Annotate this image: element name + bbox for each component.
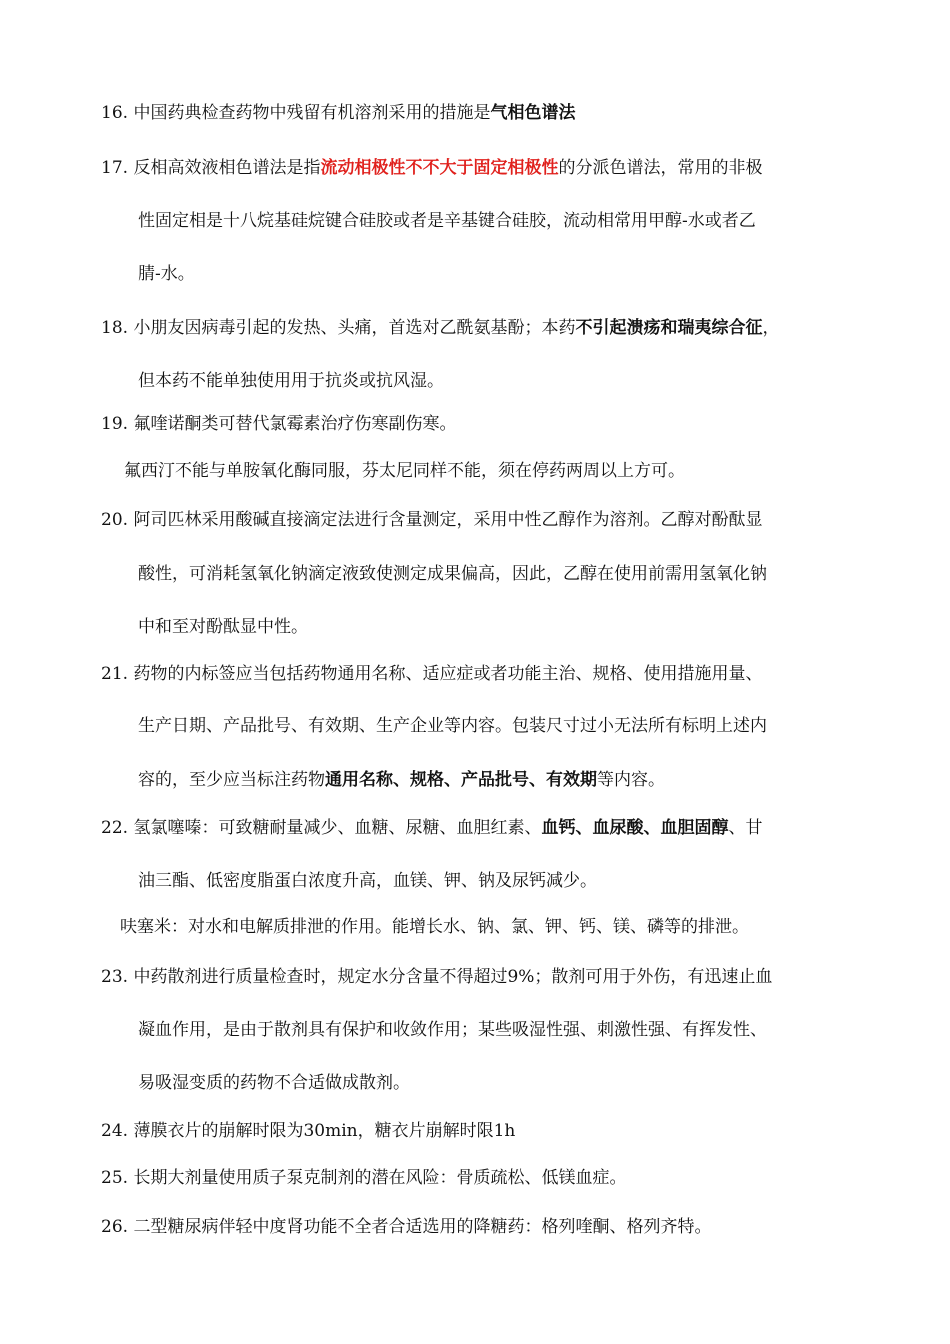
item-22-line-1 xyxy=(101,818,762,838)
item-text: 中和至对酚酞显中性。 xyxy=(138,617,308,637)
item-16-line-1 xyxy=(101,103,575,123)
item-text: 氟喹诺酮类可替代氯霉素治疗伤寒副伤寒。 xyxy=(133,414,457,434)
item-text: 但本药不能单独使用用于抗炎或抗风湿。 xyxy=(138,371,444,391)
item-text: 酸性，可消耗氢氧化钠滴定液致使测定成果偏高，因此，乙醇在使用前需用氢氧化钠 xyxy=(138,564,767,584)
item-text: 凝血作用，是由于散剂具有保护和收敛作用；某些吸湿性强、刺激性强、有挥发性、 xyxy=(138,1020,767,1040)
item-25-line-1 xyxy=(101,1168,626,1188)
item-17-line-1 xyxy=(101,158,762,178)
item-21-line-3 xyxy=(138,770,665,790)
item-text: 易吸湿变质的药物不合适做成散剂。 xyxy=(138,1073,410,1093)
item-number: 17. xyxy=(101,158,134,178)
item-19-line-1 xyxy=(101,414,456,434)
item-text: 氟西汀不能与单胺氧化酶同服，芬太尼同样不能，须在停药两周以上方可。 xyxy=(124,461,685,481)
emphasis-text: 不引起溃疡和瑞夷综合征 xyxy=(575,318,763,338)
item-number: 22. xyxy=(101,818,134,838)
item-20-line-1 xyxy=(101,510,762,530)
item-23-line-2 xyxy=(138,1020,767,1040)
item-text: 的分派色谱法，常用的非极 xyxy=(558,158,763,178)
item-24-line-1 xyxy=(101,1121,515,1141)
item-text: 小朋友因病毒引起的发热、头痛，首选对乙酰氨基酚；本药 xyxy=(133,318,576,338)
item-number: 21. xyxy=(101,664,134,684)
item-23-line-3 xyxy=(138,1073,410,1093)
highlight-text: 流动相极性不不大于固定相极性 xyxy=(320,158,559,178)
item-18-line-2 xyxy=(138,371,444,391)
item-text: 腈-水。 xyxy=(138,264,195,284)
item-text: 容的，至少应当标注药物 xyxy=(138,770,325,790)
item-number: 25. xyxy=(101,1168,134,1188)
item-text: 药物的内标签应当包括药物通用名称、适应症或者功能主治、规格、使用措施用量、 xyxy=(133,664,763,684)
item-19-line-2 xyxy=(124,461,685,481)
item-text: 反相高效液相色谱法是指 xyxy=(133,158,321,178)
item-17-line-2 xyxy=(138,211,756,231)
item-20-line-2 xyxy=(138,564,767,584)
item-number: 26. xyxy=(101,1217,134,1237)
item-number: 20. xyxy=(101,510,134,530)
item-23-line-1 xyxy=(101,967,772,987)
item-text: 二型糖尿病伴轻中度肾功能不全者合适选用的降糖药：格列喹酮、格列齐特。 xyxy=(133,1217,712,1237)
item-26-line-1 xyxy=(101,1217,711,1237)
item-text: 中药散剂进行质量检查时，规定水分含量不得超过9%；散剂可用于外伤，有迅速止血 xyxy=(133,967,773,987)
item-text: 等内容。 xyxy=(597,770,665,790)
item-21-line-2 xyxy=(138,716,767,736)
item-text: 氢氯噻嗪：可致糖耐量减少、血糖、尿糖、血胆红素、 xyxy=(133,818,542,838)
item-text: 油三酯、低密度脂蛋白浓度升高，血镁、钾、钠及尿钙减少。 xyxy=(138,871,597,891)
emphasis-text: 通用名称、规格、产品批号、有效期 xyxy=(325,770,597,790)
item-text: 薄膜衣片的崩解时限为30min，糖衣片崩解时限1h xyxy=(133,1121,516,1141)
item-number: 23. xyxy=(101,967,134,987)
item-22-line-3 xyxy=(120,917,749,937)
item-20-line-3 xyxy=(138,617,308,637)
item-text: 性固定相是十八烷基硅烷键合硅胶或者是辛基键合硅胶，流动相常用甲醇-水或者乙 xyxy=(138,211,756,231)
item-number: 19. xyxy=(101,414,134,434)
emphasis-text: 血钙、血尿酸、血胆固醇 xyxy=(541,818,729,838)
emphasis-text: 气相色谱法 xyxy=(490,103,576,123)
item-text: 长期大剂量使用质子泵克制剂的潜在风险：骨质疏松、低镁血症。 xyxy=(133,1168,627,1188)
item-number: 24. xyxy=(101,1121,134,1141)
item-text: 呋塞米：对水和电解质排泄的作用。能增长水、钠、氯、钾、钙、镁、磷等的排泄。 xyxy=(120,917,749,937)
item-text: 阿司匹林采用酸碱直接滴定法进行含量测定，采用中性乙醇作为溶剂。乙醇对酚酞显 xyxy=(133,510,763,530)
item-text: 中国药典检查药物中残留有机溶剂采用的措施是 xyxy=(133,103,491,123)
item-text: 生产日期、产品批号、有效期、生产企业等内容。包装尺寸过小无法所有标明上述内 xyxy=(138,716,767,736)
item-text: 、甘 xyxy=(728,818,763,838)
item-17-line-3 xyxy=(138,264,195,284)
item-21-line-1 xyxy=(101,664,762,684)
item-22-line-2 xyxy=(138,871,597,891)
item-number: 16. xyxy=(101,103,134,123)
item-number: 18. xyxy=(101,318,134,338)
item-18-line-1 xyxy=(101,318,779,338)
item-text: ， xyxy=(762,318,780,338)
